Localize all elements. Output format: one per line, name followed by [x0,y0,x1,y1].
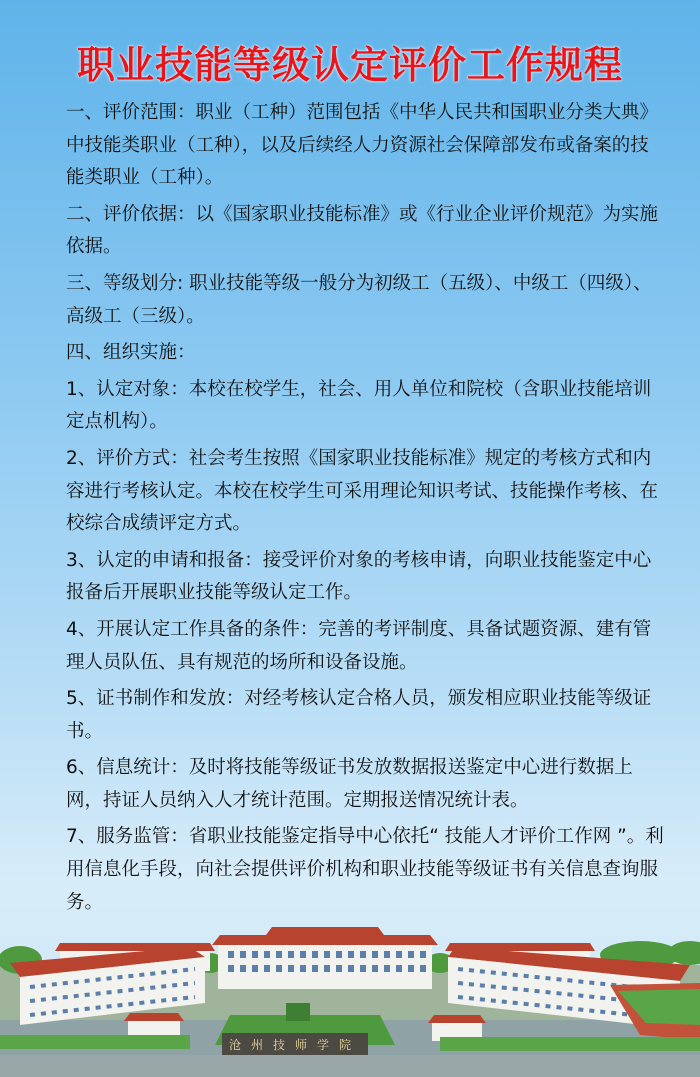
building-main [212,927,438,989]
item-target: 1、认定对象：本校在校学生，社会、用人单位和院校（含职业技能培训定点机构）。 [66,378,652,433]
item-conditions: 4、开展认定工作具备的条件：完善的考评制度、具备试题资源、建有管理人员队伍、具有规范的场所和设备设施。 [66,618,652,673]
item-statistics: 6、信息统计：及时将技能等级证书发放数据报送鉴定中心进行数据上网，持证人员纳入人才统计范围。定期报送情况统计表。 [66,757,633,811]
section-basis: 二、评价依据：以《国家职业技能标准》或《行业企业评价规范》为实施依据。 [66,203,659,258]
page-title: 职业技能等级认定评价工作规程 [76,43,623,87]
campus-illustration [0,925,700,1077]
item-application: 3、认定的申请和报备：接受评价对象的考核申请，向职业技能鉴定中心报备后开展职业技能等级认定工作。 [66,549,652,604]
section-implementation-heading: 四、组织实施： [66,342,196,364]
item-method: 2、评价方式：社会考生按照《国家职业技能标准》规定的考核方式和内容进行考核认定。本校在校学生可采用理论知识考试、技能操作考核、在校综合成绩评定方式。 [66,447,659,535]
item-supervision: 7、服务监管：省职业技能鉴定指导中心依托“ 技能人才评价工作网 ”。利用信息化手段，向社会提供评价机构和职业技能等级证书有关信息查询服务。 [66,826,664,913]
section-levels: 三、等级划分: 职业技能等级一般分为初级工（五级）、中级工（四级）、高级工（三级）。 [66,272,652,327]
regulation-text [66,97,666,919]
item-certificate: 5、证书制作和发放：对经考核认定合格人员，颁发相应职业技能等级证书。 [66,688,652,742]
campus-sign: 沧州技师学院 [228,1038,362,1052]
section-scope: 一、评价范围：职业（工种）范围包括《中华人民共和国职业分类大典》中技能类职业（工种），以及后续经人力资源社会保障部发布或备案的技能类职业（工种）。 [66,102,659,189]
